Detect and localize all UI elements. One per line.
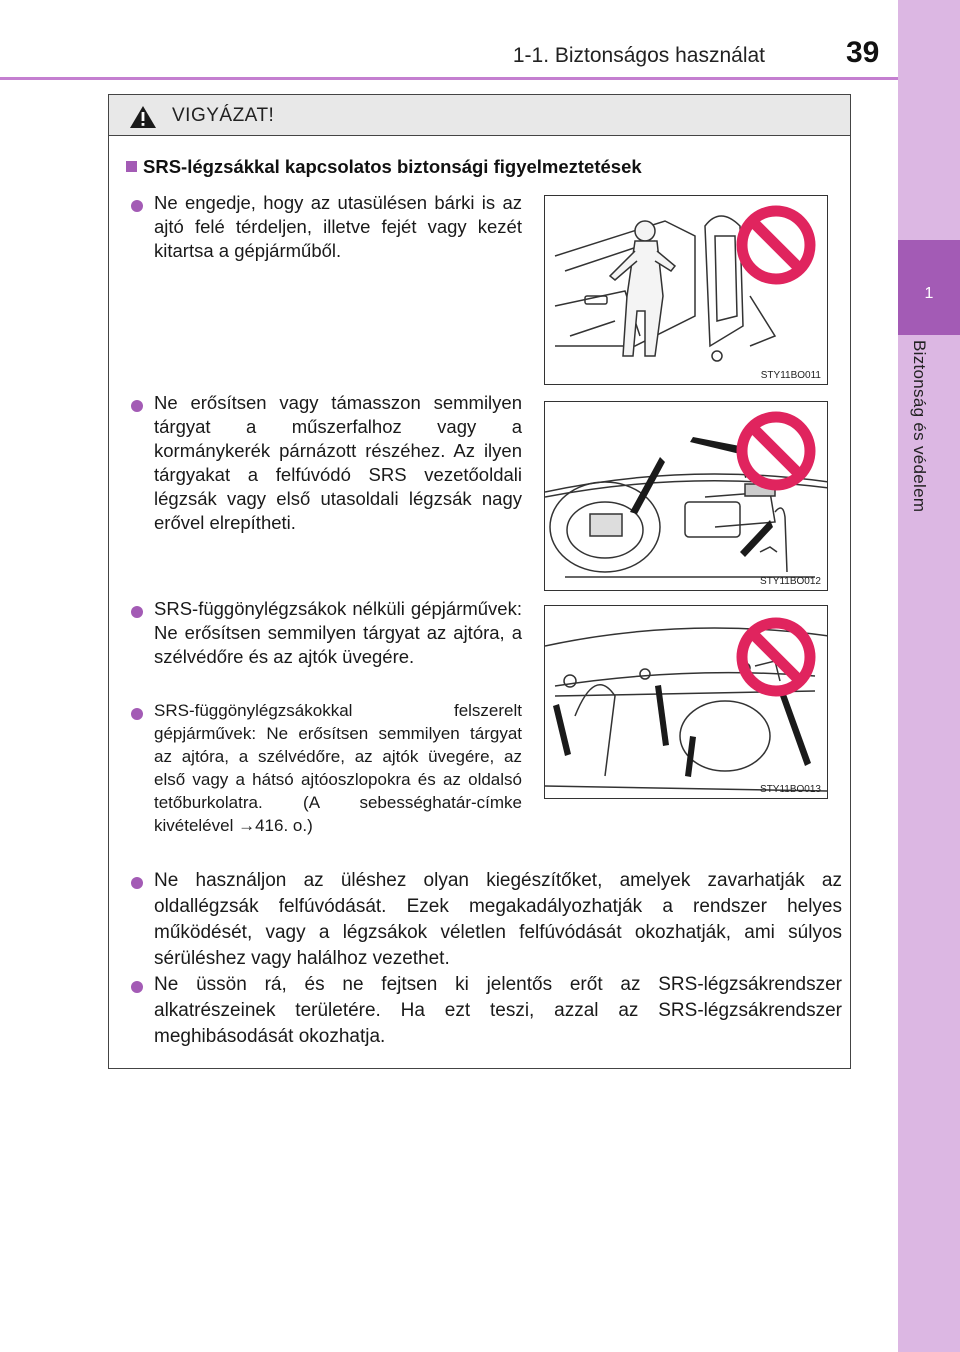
round-bullet-icon xyxy=(131,708,143,720)
header-rule xyxy=(0,77,898,80)
chapter-side-tab xyxy=(898,0,960,1352)
prohibition-sign-icon xyxy=(545,402,828,591)
figure-dashboard-objects xyxy=(544,401,828,591)
running-header-section: 1-1. Biztonságos használat xyxy=(512,44,765,67)
warning-item-6: Ne üssön rá, és ne fejtsen ki jelentős erőt az SRS-légzsákrendszer alkatrészeinek területére. Ha ezt teszi, azzal az SRS-légzsákrendszer meghibásodását okozhatja. xyxy=(154,974,842,1047)
chapter-title-vertical: Biztonság és védelem xyxy=(910,340,929,513)
prohibition-sign-icon xyxy=(545,606,828,799)
figure-knee-on-seat xyxy=(544,195,828,385)
figure-code: STY11BO012 xyxy=(760,576,821,587)
warning-item-2: Ne erősítsen vagy támasszon semmilyen tárgyat a műszerfalhoz vagy a kormánykerék párnázott részéhez. Az ilyen tárgyakat a felfúvódó SRS vezetőoldali légzsák vagy első utasoldali légzsák nagy erővel elrepítheti. xyxy=(154,392,522,533)
square-bullet-icon xyxy=(126,161,137,172)
section-heading xyxy=(126,156,642,178)
page-number: 39 xyxy=(846,36,880,69)
warning-box xyxy=(108,94,851,1069)
warning-item-1: Ne engedje, hogy az utasülésen bárki is az ajtó felé térdeljen, illetve fejét vagy kezét kitartsa a gépjárműből. xyxy=(154,192,522,261)
round-bullet-icon xyxy=(131,877,143,889)
figure-code: STY11BO013 xyxy=(760,784,821,795)
round-bullet-icon xyxy=(131,200,143,212)
warning-item-5: Ne használjon az üléshez olyan kiegészítőket, amelyek zavarhatják az oldallégzsák felfúvódását. Ezek megakadályozhatják a rendszer helyes működését, vagy a légzsákok véletlen felfúvódását okozhatják, ami súlyos sérüléshez vagy halálhoz vezethet. xyxy=(154,870,842,969)
warning-title: VIGYÁZAT! xyxy=(172,105,275,126)
warning-header xyxy=(109,95,850,136)
figure-windshield-doors xyxy=(544,605,828,799)
prohibition-sign-icon xyxy=(545,196,828,385)
figure-code: STY11BO011 xyxy=(760,370,821,381)
round-bullet-icon xyxy=(131,400,143,412)
warning-item-4: SRS-függönylégzsákokkal felszerelt gépjárművek: Ne erősítsen semmilyen tárgyat az ajtóra, a szélvédőre, az ajtók üvegére, az első vagy a hátsó ajtóoszlopokra és az oldalsó tetőburkolatra. (A sebességhatár-címke kivételével →416. o.) xyxy=(154,701,522,835)
round-bullet-icon xyxy=(131,981,143,993)
section-heading-text: SRS-légzsákkal kapcsolatos biztonsági figyelmeztetések xyxy=(143,156,642,177)
warning-triangle-icon xyxy=(129,105,157,129)
chapter-number-tab: 1 xyxy=(898,240,960,335)
warning-item-3: SRS-függönylégzsákok nélküli gépjárművek: Ne erősítsen semmilyen tárgyat az ajtóra, a szélvédőre és az ajtók üvegére. xyxy=(154,598,522,667)
round-bullet-icon xyxy=(131,606,143,618)
